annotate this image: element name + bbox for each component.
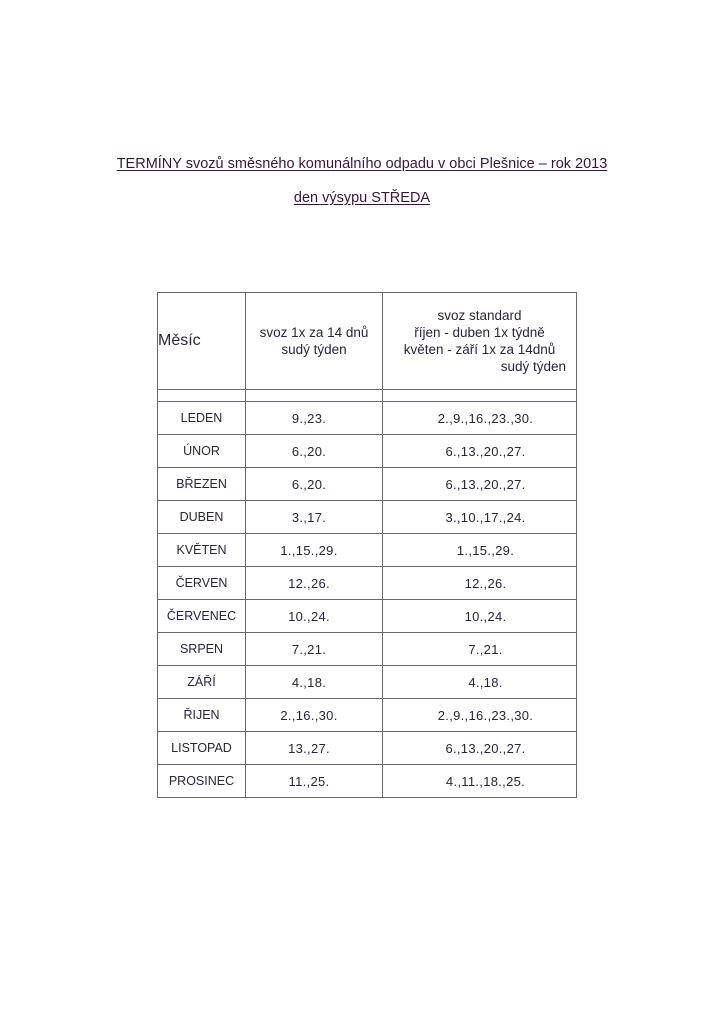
collection-schedule-table	[157, 292, 577, 798]
biweekly-cell: 1.,15.,29.	[246, 534, 383, 567]
header-standard-line3: květen - září 1x za 14dnů	[403, 342, 556, 357]
table-row	[158, 732, 577, 765]
biweekly-cell: 6.,20.	[246, 468, 383, 501]
biweekly-cell: 10.,24.	[246, 600, 383, 633]
month-cell: ŘIJEN	[158, 699, 246, 732]
standard-cell: 2.,9.,16.,23.,30.	[383, 699, 577, 732]
table-row	[158, 435, 577, 468]
header-month: Měsíc	[158, 293, 246, 390]
standard-cell: 2.,9.,16.,23.,30.	[383, 402, 577, 435]
table-row	[158, 468, 577, 501]
biweekly-cell: 3.,17.	[246, 501, 383, 534]
table-row	[158, 765, 577, 798]
standard-cell: 12.,26.	[383, 567, 577, 600]
standard-cell: 7.,21.	[383, 633, 577, 666]
standard-cell: 1.,15.,29.	[383, 534, 577, 567]
standard-cell: 6.,13.,20.,27.	[383, 468, 577, 501]
table-spacer-row	[158, 390, 577, 402]
document-subtitle-text: den výsypu STŘEDA	[293, 190, 431, 206]
biweekly-cell: 2.,16.,30.	[246, 699, 383, 732]
header-standard-line1: svoz standard	[437, 308, 522, 323]
document-title	[0, 156, 724, 172]
month-cell: ČERVEN	[158, 567, 246, 600]
biweekly-cell: 7.,21.	[246, 633, 383, 666]
table-row	[158, 402, 577, 435]
header-biweekly-line1: svoz 1x za 14 dnů	[259, 325, 369, 340]
header-biweekly-line2: sudý týden	[281, 342, 347, 357]
standard-cell: 10.,24.	[383, 600, 577, 633]
month-cell: BŘEZEN	[158, 468, 246, 501]
biweekly-cell: 9.,23.	[246, 402, 383, 435]
biweekly-cell: 6.,20.	[246, 435, 383, 468]
header-standard	[383, 293, 577, 390]
biweekly-cell: 4.,18.	[246, 666, 383, 699]
table-row	[158, 699, 577, 732]
header-standard-line2: říjen - duben 1x týdně	[414, 325, 545, 340]
document-title-text: TERMÍNY svozů směsného komunálního odpadu v obci Plešnice – rok 2013	[116, 156, 608, 172]
table-row	[158, 600, 577, 633]
month-cell: LISTOPAD	[158, 732, 246, 765]
table-row	[158, 534, 577, 567]
month-cell: ČERVENEC	[158, 600, 246, 633]
month-cell: ZÁŘÍ	[158, 666, 246, 699]
standard-cell: 6.,13.,20.,27.	[383, 435, 577, 468]
table-row	[158, 666, 577, 699]
table-row	[158, 501, 577, 534]
standard-cell: 6.,13.,20.,27.	[383, 732, 577, 765]
table-row	[158, 633, 577, 666]
month-cell: SRPEN	[158, 633, 246, 666]
standard-cell: 4.,18.	[383, 666, 577, 699]
header-standard-line4: sudý týden	[500, 359, 566, 374]
table-row	[158, 567, 577, 600]
standard-cell: 3.,10.,17.,24.	[383, 501, 577, 534]
standard-cell: 4.,11.,18.,25.	[383, 765, 577, 798]
biweekly-cell: 12.,26.	[246, 567, 383, 600]
month-cell: KVĚTEN	[158, 534, 246, 567]
header-biweekly	[246, 293, 383, 390]
month-cell: PROSINEC	[158, 765, 246, 798]
biweekly-cell: 13.,27.	[246, 732, 383, 765]
biweekly-cell: 11.,25.	[246, 765, 383, 798]
month-cell: LEDEN	[158, 402, 246, 435]
table-header-row	[158, 293, 577, 390]
month-cell: ÚNOR	[158, 435, 246, 468]
document-subtitle	[0, 190, 724, 206]
month-cell: DUBEN	[158, 501, 246, 534]
